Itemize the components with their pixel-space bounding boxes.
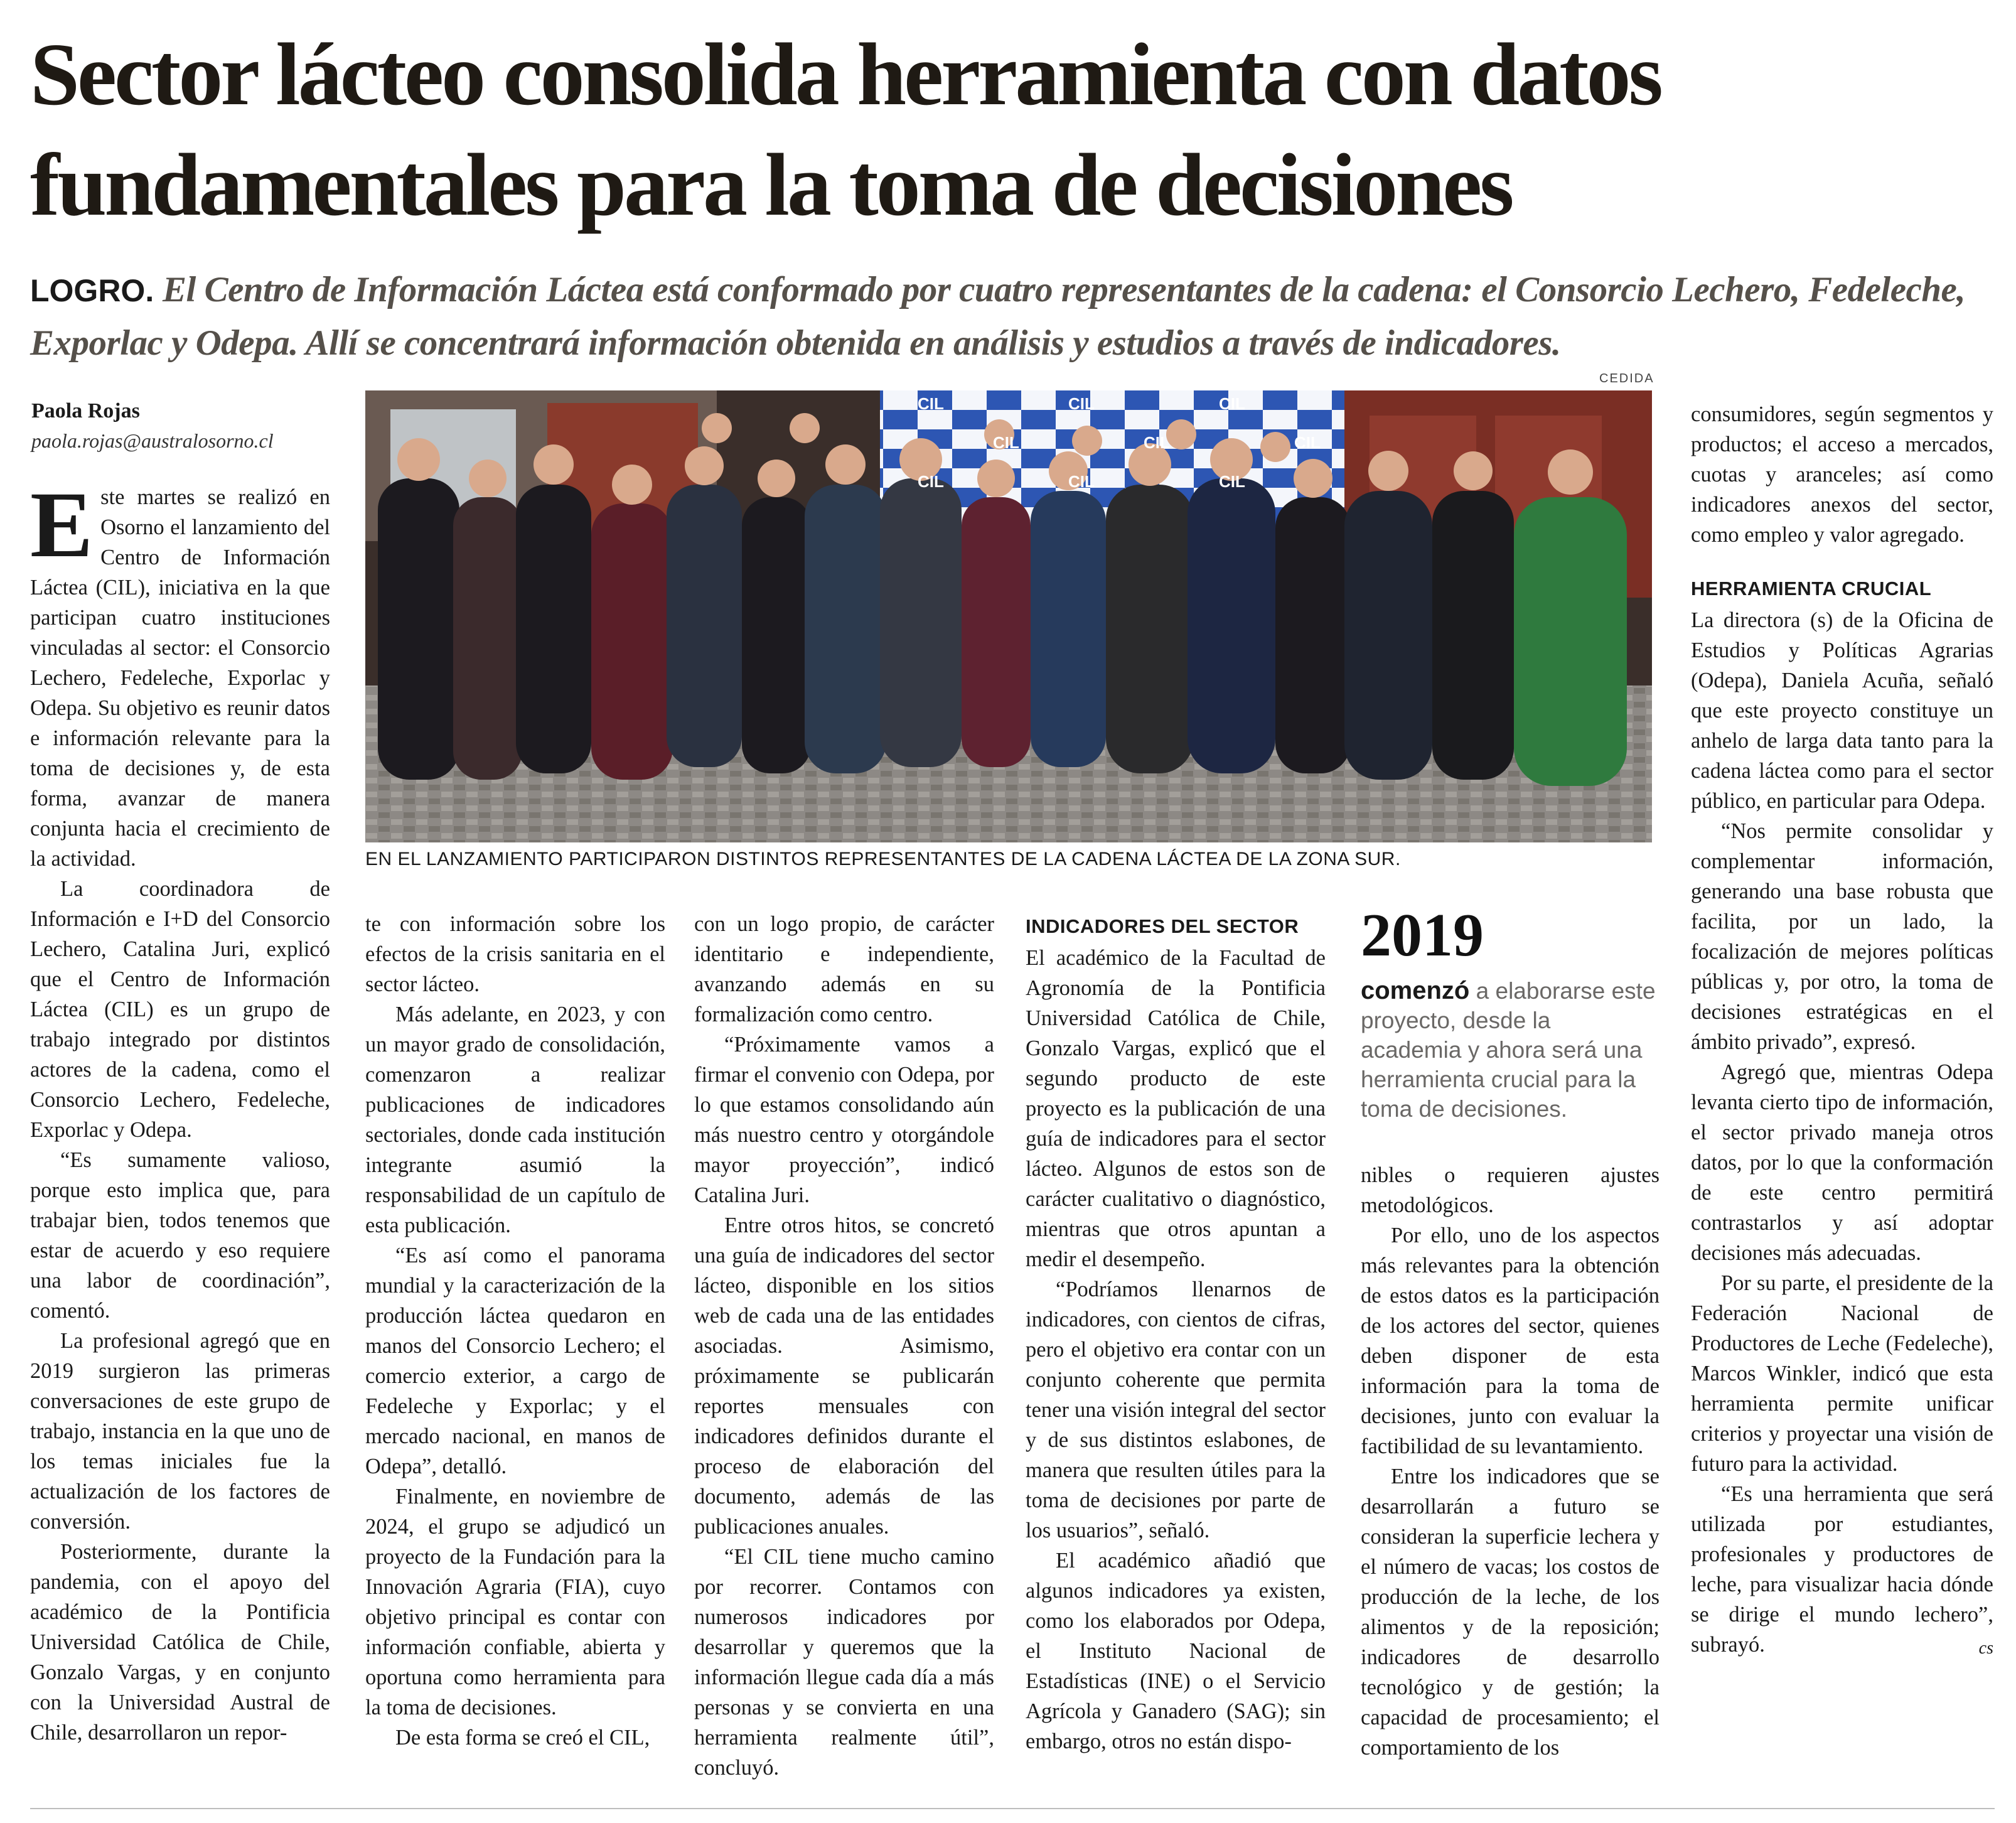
body-paragraph: “El CIL tiene mucho camino por recorrer. Contamos con numerosos indicadores por desarrollar y queremos que la información llegue cada día a más personas y se convierta en una herramienta realmente útil”, concluyó. bbox=[694, 1545, 994, 1780]
body-paragraph: “Podríamos llenarnos de indicadores, con cientos de cifras, pero el objetivo era contar con un conjunto coherente que permita tener una visión integral del sector y de sus distintos eslabones, de manera que resulten útiles para la toma de decisiones por parte de los usuarios”, señaló. bbox=[1026, 1277, 1326, 1542]
body-paragraph: Más adelante, en 2023, y con un mayor grado de consolidación, comenzaron a realizar publicaciones de indicadores sectoriales, donde cada institución integrante asumió la responsabilidad de un capítulo de esta publicación. bbox=[365, 1003, 665, 1237]
body-paragraph: “Es sumamente valioso, porque esto implica que, para trabajar bien, todos tenemos que estar de acuerdo y eso requiere una labor de coordinación”, comentó. bbox=[30, 1148, 330, 1323]
body-paragraph: “Nos permite consolidar y complementar información, generando una base robusta que facilita, por un lado, la focalización de mejores políticas públicas y, por otro, la toma de decisiones estratégicas en el ámbito privado”, expresó. bbox=[1691, 819, 1993, 1054]
column-4 bbox=[1026, 909, 1326, 1756]
body-paragraph: te con información sobre los efectos de la crisis sanitaria en el sector lácteo. bbox=[365, 912, 665, 996]
subhead-indicadores: INDICADORES DEL SECTOR bbox=[1026, 915, 1299, 937]
body-paragraph: consumidores, según segmentos y productos; el acceso a mercados, cuotas y aranceles; así como indicadores anexos del sector, como empleo y valor agregado. bbox=[1691, 402, 1993, 547]
cil-logo-mark: CIL bbox=[1068, 394, 1095, 413]
body-paragraph: De esta forma se creó el CIL, bbox=[395, 1726, 650, 1750]
factbox-year: 2019 bbox=[1361, 901, 1484, 969]
body-paragraph: Entre otros hitos, se concretó una guía de indicadores del sector lácteo, disponible en los sitios web de cada una de las entidades asociadas. Asimismo, próximamente se publicarán reportes mensuales con indicadores definidos durante el proceso de elaboración del documento, además de las publicaciones anuales. bbox=[694, 1213, 994, 1539]
end-mark: cs bbox=[1978, 1638, 1993, 1658]
body-paragraph: La directora (s) de la Oficina de Estudios y Políticas Agrarias (Odepa), Daniela Acuña, señaló que este proyecto constituye un anhelo de larga data tanto para la cadena láctea como para el sector público, en particular para Odepa. bbox=[1691, 608, 1993, 813]
byline-name: Paola Rojas bbox=[31, 399, 140, 422]
cil-logo-mark: CIL bbox=[1068, 472, 1095, 491]
column-1 bbox=[30, 473, 330, 1748]
cil-logo-mark: CIL bbox=[1144, 433, 1170, 452]
photo-caption: EN EL LANZAMIENTO PARTICIPARON DISTINTOS REPRESENTANTES DE LA CADENA LÁCTEA DE LA ZONA SUR. bbox=[365, 849, 1401, 869]
factbox-text: comenzó a elaborarse este proyecto, desde la academia y ahora será una herramienta crucial para la toma de decisiones. bbox=[1361, 977, 1656, 1122]
photo-credit: CEDIDA bbox=[1599, 372, 1654, 385]
cil-logo-mark: CIL bbox=[918, 394, 944, 413]
body-paragraph: El académico de la Facultad de Agronomía de la Pontificia Universidad Católica de Chile, Gonzalo Vargas, explicó que el segundo producto de este proyecto es la publicación de una guía de indicadores para el sector lácteo. Algunos de estos son de carácter cualitativo o diagnóstico, mientras que otros apuntan a medir el desempeño. bbox=[1026, 946, 1326, 1271]
body-paragraph: Finalmente, en noviembre de 2024, el grupo se adjudicó un proyecto de la Fundación para la Innovación Agraria (FIA), cuyo objetivo principal es contar con información confiable, abierta y oportuna como herramienta para la toma de decisiones. bbox=[365, 1485, 665, 1719]
body-paragraph: “Es una herramienta que será utilizada por estudiantes, profesionales y productores de leche, para visualizar hacia dónde se dirige el mundo lechero”, subrayó. cs bbox=[1691, 1479, 1993, 1660]
byline-email: paola.rojas@australosorno.cl bbox=[31, 429, 274, 452]
lead-text: El Centro de Información Láctea está conformado por cuatro representantes de la cadena: el Consorcio Lechero, Fedeleche, Exporlac y Odepa. Allí se concentrará información obtenida en análisis y estudios a través de indicadores. bbox=[30, 270, 1966, 363]
cil-logo-mark: CIL bbox=[993, 433, 1019, 452]
body-paragraph: La coordinadora de Información e I+D del Consorcio Lechero, Catalina Juri, explicó que el Centro de Información Láctea (CIL) es un grupo de trabajo integrado por distintos actores de la cadena, como el Consorcio Lechero, Fedeleche, Exporlac y Odepa. bbox=[30, 877, 330, 1142]
dropcap: E bbox=[30, 473, 94, 577]
cil-logo-mark: CIL bbox=[1294, 433, 1321, 452]
body-paragraph: Por su parte, el presidente de la Federación Nacional de Productores de Leche (Fedeleche), Marcos Winkler, indicó que esta herramienta permite unificar criterios y proyectar una visión de futuro para la actividad. bbox=[1691, 1271, 1993, 1476]
body-paragraph: “Próximamente vamos a firmar el convenio con Odepa, por lo que estamos consolidando aún más nuestro centro y otorgándole mayor proyección”, indicó Catalina Juri. bbox=[694, 1033, 994, 1207]
body-paragraph: “Es así como el panorama mundial y la caracterización de la producción láctea quedaron en manos del Consorcio Lechero; el comercio exterior, a cargo de Fedeleche y Exporlac; y el mercado nacional, en manos de Odepa”, detalló. bbox=[365, 1244, 665, 1478]
body-paragraph: La profesional agregó que en 2019 surgieron las primeras conversaciones de este grupo de trabajo, instancia en la que uno de los temas iniciales fue la actualización de los factores de conversión. bbox=[30, 1329, 330, 1534]
lead-paragraph bbox=[30, 264, 1982, 370]
cil-logo-mark: CIL bbox=[918, 472, 944, 491]
bottom-rule bbox=[30, 1808, 1995, 1809]
lead-kicker: LOGRO. bbox=[30, 273, 154, 308]
group-photo-illustration bbox=[365, 390, 1652, 842]
body-paragraph: Este martes se realizó en Osorno el lanzamiento del Centro de Información Láctea (CIL), iniciativa en la que participan cuatro instituciones vinculadas al sector: el Consorcio Lechero, Fedeleche, Exporlac y Odepa. Su objetivo es reunir datos e información relevante para la toma de decisiones y, de esta forma, avanzar de manera conjunta hacia el crecimiento de la actividad. bbox=[30, 473, 330, 871]
factbox-keyword: comenzó bbox=[1361, 977, 1470, 1004]
body-paragraph: Entre los indicadores que se desarrollarán a futuro se consideran la superficie lechera y el número de vacas; los costos de producción de la leche, de los alimentos y de la reposición; indicadores de desarrollo tecnológico y de gestión; la capacidad de procesamiento; el comportamiento de los bbox=[1361, 1465, 1659, 1760]
column-3 bbox=[694, 909, 994, 1783]
cil-logo-mark: CIL bbox=[1219, 472, 1245, 491]
body-paragraph: Por ello, uno de los aspectos más relevantes para la obtención de estos datos es la participación de los actores del sector, quienes deben disponer de esta información para la toma de decisiones, junto con evaluar la factibilidad de su levantamiento. bbox=[1361, 1223, 1659, 1458]
body-paragraph: El académico añadió que algunos indicadores ya existen, como los elaborados por Odepa, el Instituto Nacional de Estadísticas (INE) o el Servicio Agrícola y Ganadero (SAG); sin embargo, otros no están dispo- bbox=[1026, 1549, 1326, 1753]
headline: Sector lácteo consolida herramienta con datos fundamentales para la toma de decisiones bbox=[30, 24, 1661, 234]
subhead-herramienta: HERRAMIENTA CRUCIAL bbox=[1691, 578, 1932, 600]
column-6 bbox=[1691, 399, 1993, 1664]
body-paragraph: con un logo propio, de carácter identitario e independiente, avanzando además en su formalización como centro. bbox=[694, 912, 994, 1026]
column-2 bbox=[365, 909, 665, 1753]
body-paragraph: nibles o requieren ajustes metodológicos. bbox=[1361, 1163, 1659, 1217]
cil-logo-mark: CIL bbox=[1219, 394, 1245, 413]
group-photo bbox=[365, 390, 1652, 842]
column-5 bbox=[1361, 1160, 1659, 1763]
body-paragraph: Posteriormente, durante la pandemia, con el apoyo del académico de la Pontificia Universidad Católica de Chile, Gonzalo Vargas, y en conjunto con la Universidad Austral de Chile, desarrollaron un repor- bbox=[30, 1540, 330, 1745]
body-paragraph: Agregó que, mientras Odepa levanta cierto tipo de información, el sector privado maneja otros datos, por lo que la conformación de este centro permitirá contrastarlos y así adoptar decisiones más adecuadas. bbox=[1691, 1060, 1993, 1265]
